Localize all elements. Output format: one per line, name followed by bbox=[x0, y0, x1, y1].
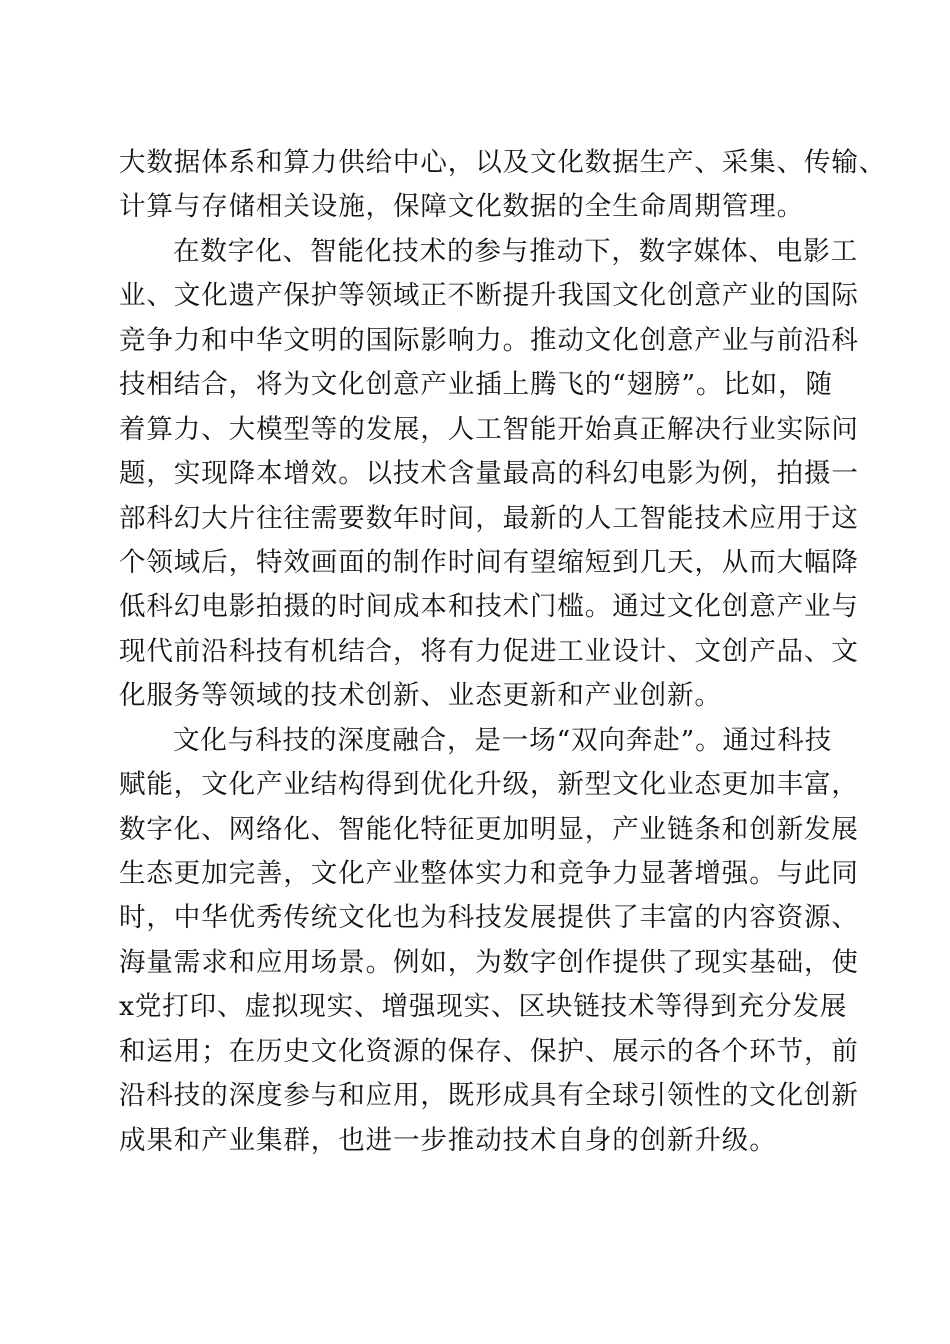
text-line: 和运用；在历史文化资源的保存、保护、展示的各个环节，前 bbox=[119, 1035, 859, 1067]
text-line: 赋能，文化产业结构得到优化升级，新型文化业态更加丰富， bbox=[119, 769, 859, 801]
text-line: 数字化、网络化、智能化特征更加明显，产业链条和创新发展 bbox=[119, 813, 859, 845]
text-line: 竞争力和中华文明的国际影响力。推动文化创意产业与前沿科 bbox=[119, 324, 859, 356]
text-line: 时，中华优秀传统文化也为科技发展提供了丰富的内容资源、 bbox=[119, 902, 859, 934]
text-line: 海量需求和应用场景。例如，为数字创作提供了现实基础，使 bbox=[119, 946, 859, 978]
paragraph-start-line: 文化与科技的深度融合，是一场“双向奔赴”。通过科技 bbox=[173, 724, 833, 756]
text-line: 低科幻电影拍摄的时间成本和技术门槛。通过文化创意产业与 bbox=[119, 591, 859, 623]
body-text bbox=[119, 141, 887, 1163]
text-line: x党打印、虚拟现实、增强现实、区块链技术等得到充分发展 bbox=[119, 991, 848, 1023]
text-line: 大数据体系和算力供给中心，以及文化数据生产、采集、传输、 bbox=[119, 147, 887, 178]
text-line: 沿科技的深度参与和应用，既形成具有全球引领性的文化创新 bbox=[119, 1080, 859, 1112]
text-line: 题，实现降本增效。以技术含量最高的科幻电影为例，拍摄一 bbox=[119, 458, 859, 490]
text-line: 化服务等领域的技术创新、业态更新和产业创新。 bbox=[119, 680, 722, 712]
text-line: 着算力、大模型等的发展，人工智能开始真正解决行业实际问 bbox=[119, 413, 859, 445]
text-line: 生态更加完善，文化产业整体实力和竞争力显著增强。与此同 bbox=[119, 858, 859, 889]
text-line: 计算与存储相关设施，保障文化数据的全生命周期管理。 bbox=[119, 191, 804, 223]
text-line: 成果和产业集群，也进一步推动技术自身的创新升级。 bbox=[119, 1124, 777, 1156]
text-line: 业、文化遗产保护等领域正不断提升我国文化创意产业的国际 bbox=[119, 280, 859, 312]
paragraph-start-line: 在数字化、智能化技术的参与推动下，数字媒体、电影工 bbox=[173, 235, 858, 267]
text-line: 技相结合，将为文化创意产业插上腾飞的“翅膀”。比如，随 bbox=[119, 369, 833, 401]
text-line: 现代前沿科技有机结合，将有力促进工业设计、文创产品、文 bbox=[119, 635, 859, 667]
text-line: 个领域后，特效画面的制作时间有望缩短到几天，从而大幅降 bbox=[119, 546, 859, 578]
text-line: 部科幻大片往往需要数年时间，最新的人工智能技术应用于这 bbox=[119, 502, 859, 534]
